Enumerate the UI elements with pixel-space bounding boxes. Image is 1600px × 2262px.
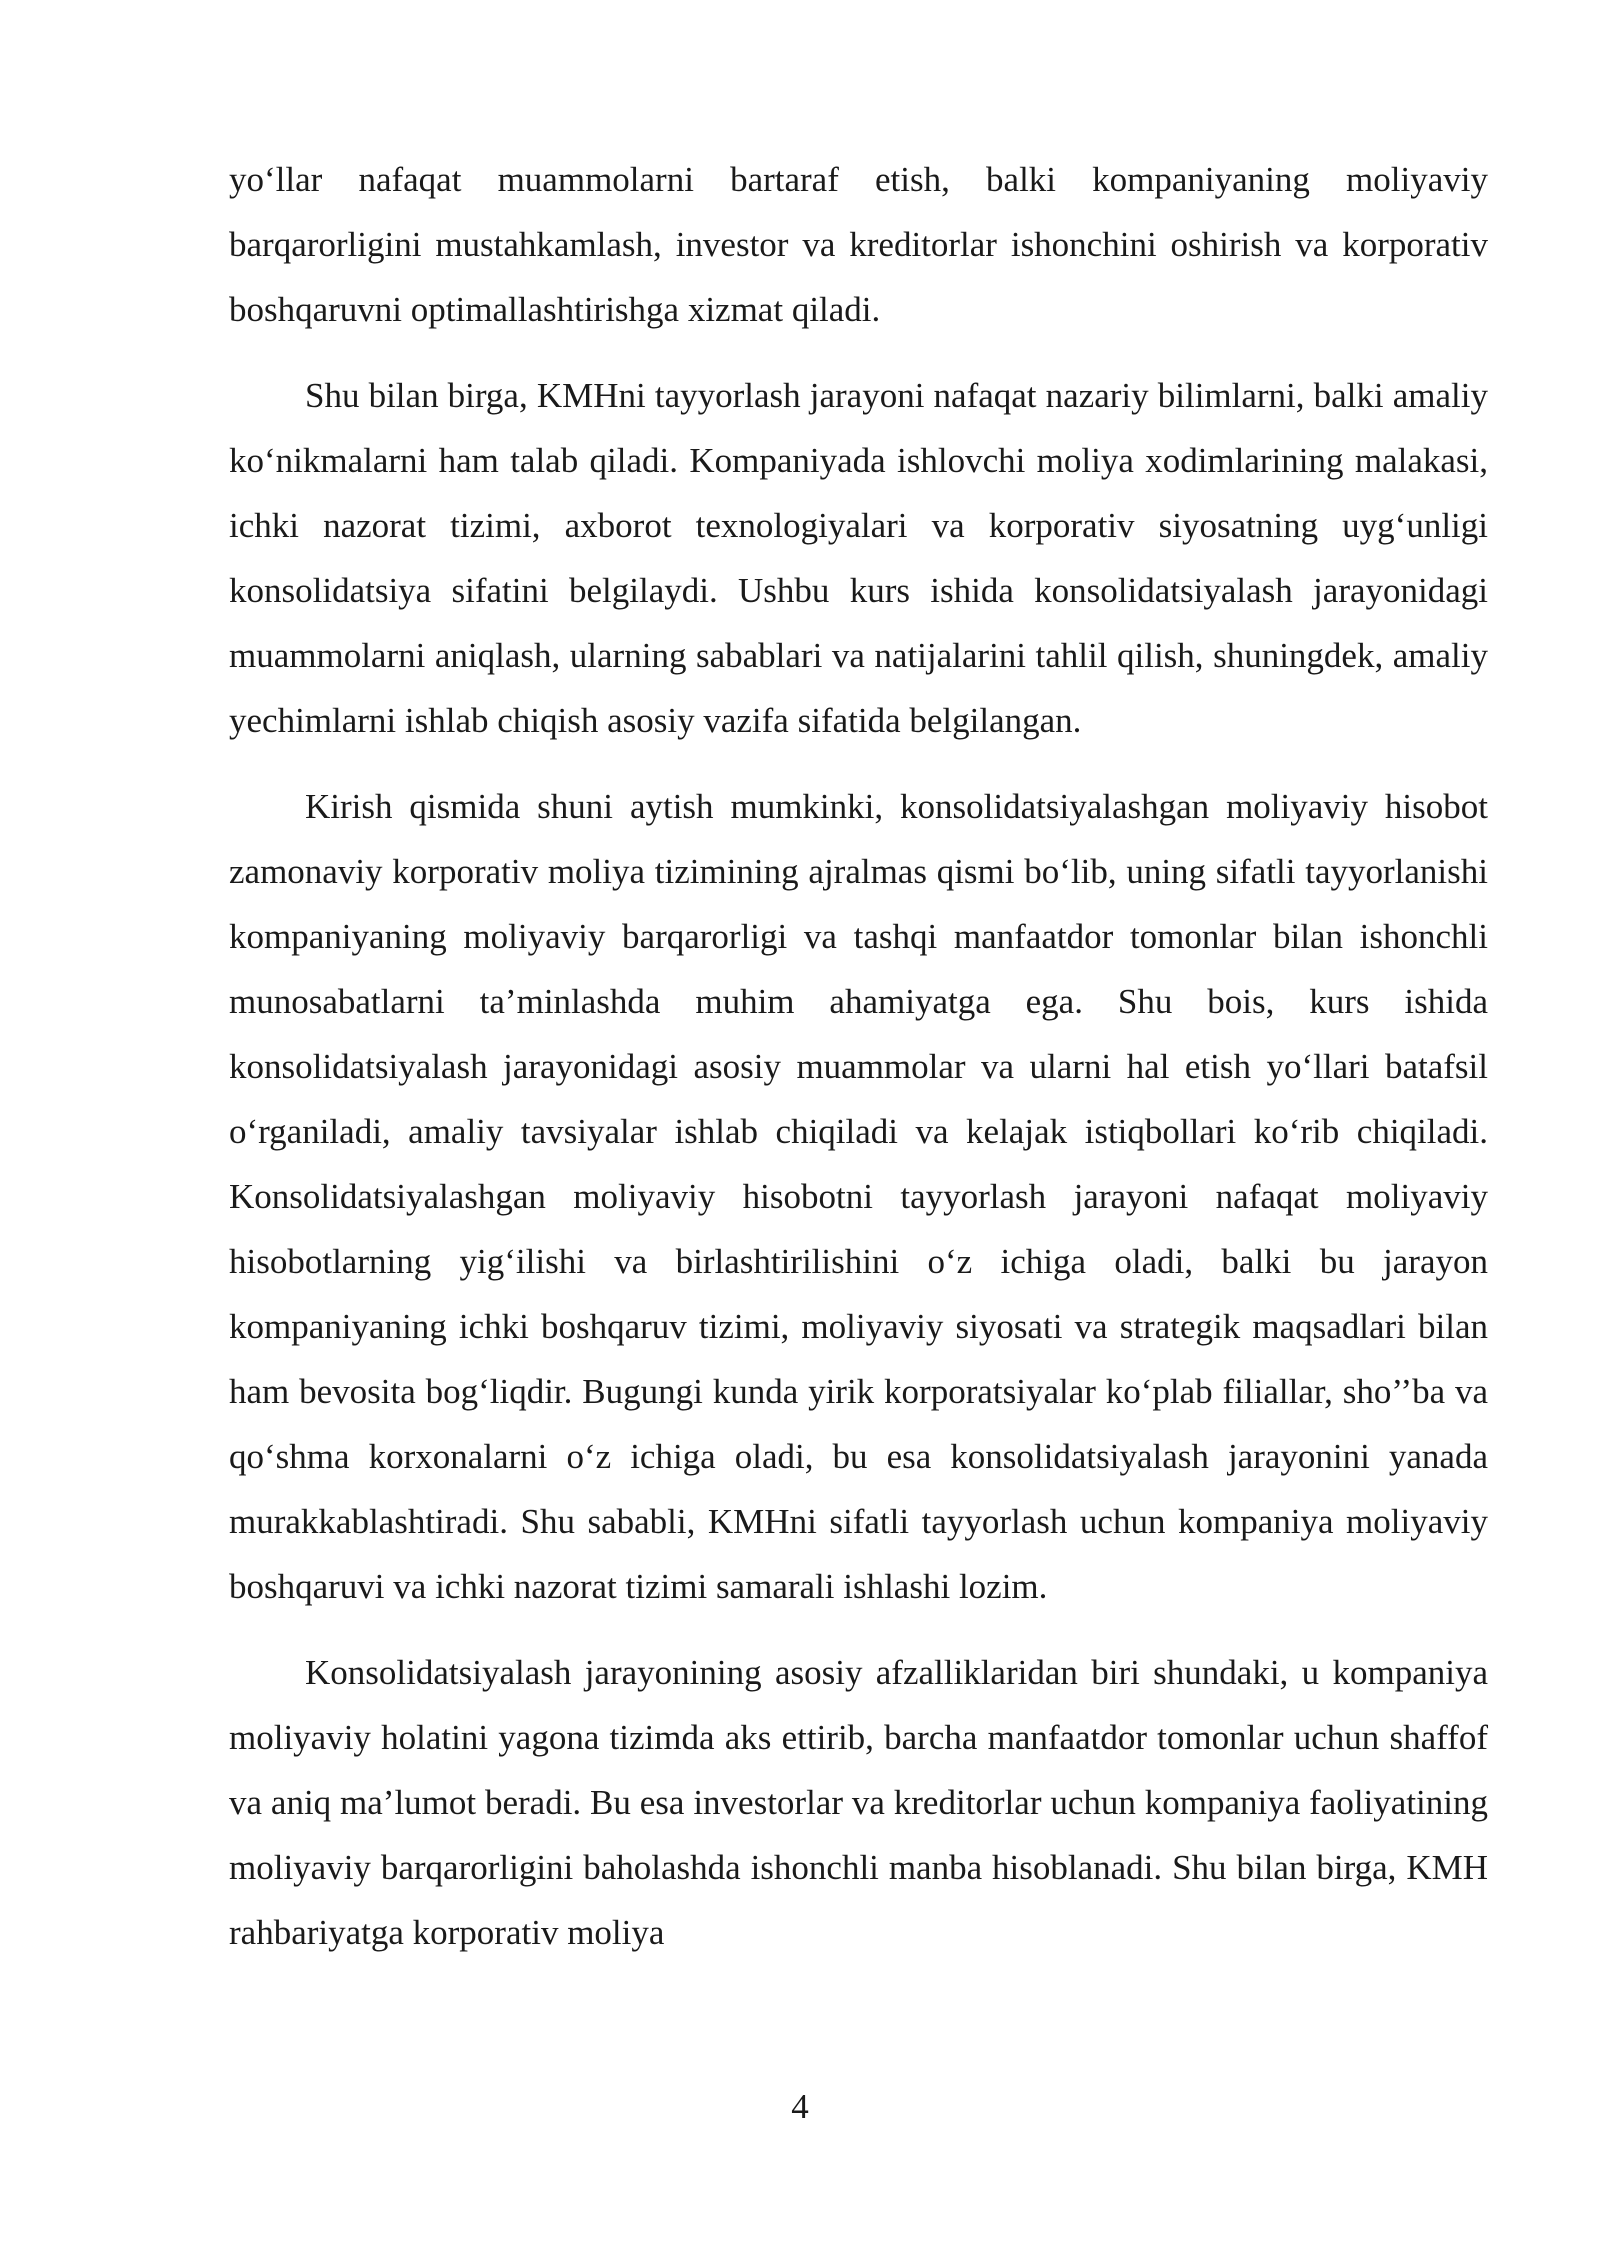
body-text xyxy=(229,147,1488,1986)
paragraph-continued: yo‘llar nafaqat muammolarni bartaraf etish, balki kompaniyaning moliyaviy barqarorligini mustahkamlash, investor va kreditorlar ishonchini oshirish va korporativ boshqaruvni optimallashtirishga xizmat qiladi. xyxy=(229,160,1488,329)
paragraph: Kirish qismida shuni aytish mumkinki, konsolidatsiyalashgan moliyaviy hisobot zamonaviy korporativ moliya tizimining ajralmas qismi bo‘lib, uning sifatli tayyorlanishi kompaniyaning moliyaviy barqarorligi va tashqi manfaatdor tomonlar bilan ishonchli munosabatlarni ta’minlashda muhim ahamiyatga ega. Shu bois, kurs ishida konsolidatsiyalash jarayonidagi asosiy muammolar va ularni hal etish yo‘llari batafsil o‘rganiladi, amaliy tavsiyalar ishlab chiqiladi va kelajak istiqbollari ko‘rib chiqiladi. Konsolidatsiyalashgan moliyaviy hisobotni tayyorlash jarayoni nafaqat moliyaviy hisobotlarning yig‘ilishi va birlashtirilishini o‘z ichiga oladi, balki bu jarayon kompaniyaning ichki boshqaruv tizimi, moliyaviy siyosati va strategik maqsadlari bilan ham bevosita bog‘liqdir. Bugungi kunda yirik korporatsiyalar ko‘plab filiallar, sho’’ba va qo‘shma korxonalarni o‘z ichiga oladi, bu esa konsolidatsiyalash jarayonini yanada murakkablashtiradi. Shu sababli, KMHni sifatli tayyorlash uchun kompaniya moliyaviy boshqaruvi va ichki nazorat tizimi samarali ishlashi lozim. xyxy=(229,787,1488,1606)
paragraph: Shu bilan birga, KMHni tayyorlash jarayoni nafaqat nazariy bilimlarni, balki amaliy ko‘nikmalarni ham talab qiladi. Kompaniyada ishlovchi moliya xodimlarining malakasi, ichki nazorat tizimi, axborot texnologiyalari va korporativ siyosatning uyg‘unligi konsolidatsiya sifatini belgilaydi. Ushbu kurs ishida konsolidatsiyalash jarayonidagi muammolarni aniqlash, ularning sabablari va natijalarini tahlil qilish, shuningdek, amaliy yechimlarni ishlab chiqish asosiy vazifa sifatida belgilangan. xyxy=(229,376,1488,740)
page-number: 4 xyxy=(791,2087,809,2126)
paragraph: Konsolidatsiyalash jarayonining asosiy afzalliklaridan biri shundaki, u kompaniya moliyaviy holatini yagona tizimda aks ettirib, barcha manfaatdor tomonlar uchun shaffof va aniq ma’lumot beradi. Bu esa investorlar va kreditorlar uchun kompaniya faoliyatining moliyaviy barqarorligini baholashda ishonchli manba hisoblanadi. Shu bilan birga, KMH rahbariyatga korporativ moliya xyxy=(229,1653,1488,1952)
